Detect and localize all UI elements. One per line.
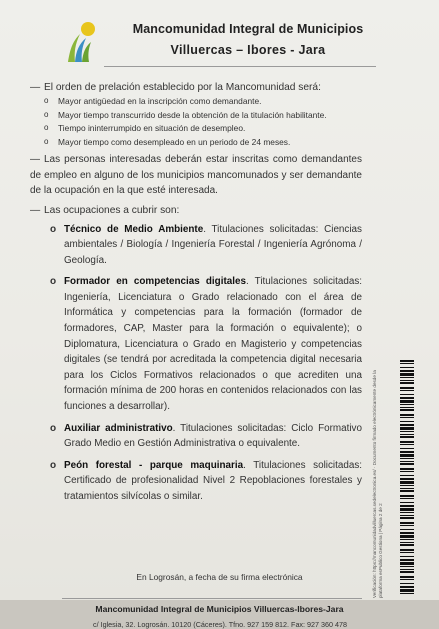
footer-title: Mancomunidad Integral de Municipios Villuercas-Ibores-Jara (95, 604, 344, 614)
occupations-list (30, 222, 362, 505)
occupation-text: . Titulaciones solicitadas: Certificado de profesionalidad Nivel 2 Repoblaciones forestales y tratamientos silvícolas o similar. (64, 459, 362, 502)
occupation-item (50, 421, 362, 452)
occupation-text: . Titulaciones solicitadas: Ciclo Formativo Grado Medio en Gestión Administrativa o equivalente. (64, 422, 362, 450)
occupation-item (50, 274, 362, 414)
requirement-text: Las personas interesadas deberán estar inscritas como demandantes de empleo en alguno de los municipios mancomunados y ser demandante de la ocupación en la que esté interesada. (30, 154, 362, 196)
letterhead-title: Mancomunidad Integral de Municipios (132, 22, 364, 36)
footer-divider (62, 598, 362, 599)
occupation-item (50, 458, 362, 505)
letterhead-subtitle: Villuercas – Ibores - Jara (170, 43, 326, 57)
occupation-text: . Titulaciones solicitadas: Ciencias ambientales / Biología / Ingeniería Forestal / Ingeniería Agrónoma / Geología. (64, 223, 362, 266)
criterion-item: o Mayor antigüedad en la inscripción como demandante. (44, 95, 362, 109)
priority-criteria-list (30, 95, 362, 149)
signature-line: En Logrosán, a fecha de su firma electrónica (136, 572, 303, 582)
barcode-icon (400, 360, 414, 596)
criterion-item: o Mayor tiempo transcurrido desde la obtención de la titulación habilitante. (44, 109, 362, 123)
letterhead (108, 22, 388, 57)
requirement-paragraph: — Las personas interesadas deberán estar inscritas como demandantes de empleo en alguno de los municipios mancomunados y ser demandante de la ocupación en la que esté interesada. (30, 154, 362, 196)
intro-paragraph: — El orden de prelación establecido por la Mancomunidad será: (30, 82, 321, 93)
occupation-title: Peón forestal - parque maquinaria (64, 459, 244, 471)
document-body (30, 80, 362, 511)
intro-text: El orden de prelación establecido por la Mancomunidad será: (44, 82, 321, 93)
footer-address: c/ Iglesia, 32. Logrosán. 10120 (Cáceres). Tfno. 927 159 812. Fax: 927 360 478 (93, 620, 347, 629)
occupations-intro-text: Las ocupaciones a cubrir son: (44, 204, 180, 216)
occupation-title: Formador en competencias digitales (64, 276, 246, 288)
header-divider (104, 66, 376, 67)
occupation-item (50, 222, 362, 269)
verification-side-text: Verificación: https://mancomunidadvilluercas.sedelectronica.es/ · Documento firmado electrónicamente desde la plataforma esPublico Gestiona | Página 2 de 2 (372, 370, 383, 598)
criterion-item: o Mayor tiempo como desempleado en un periodo de 24 meses. (44, 136, 362, 150)
occupation-title: Técnico de Medio Ambiente (64, 223, 204, 235)
occupation-text: . Titulaciones solicitadas: Ingeniería, Licenciatura o Grado relacionado con el área de Informática y competencias para la formación (formador de formadores, CAP, Master para la formación o equivalente); o Diplomatura, Licenciatura o Grado en Magisterio y competencias digitales (se tendrá por acreditada la competencia digital necesaria para los Ciclos Formativos relacionados o que acrediten una formación mínima de 200 horas en contenidos relacionados con las funciones a desarrollar). (64, 276, 362, 413)
mancomunidad-logo-icon (64, 20, 98, 64)
occupations-intro: — Las ocupaciones a cubrir son: (30, 204, 180, 216)
occupation-title: Auxiliar administrativo (64, 422, 173, 434)
criterion-item: o Tiempo ininterrumpido en situación de desempleo. (44, 122, 362, 136)
